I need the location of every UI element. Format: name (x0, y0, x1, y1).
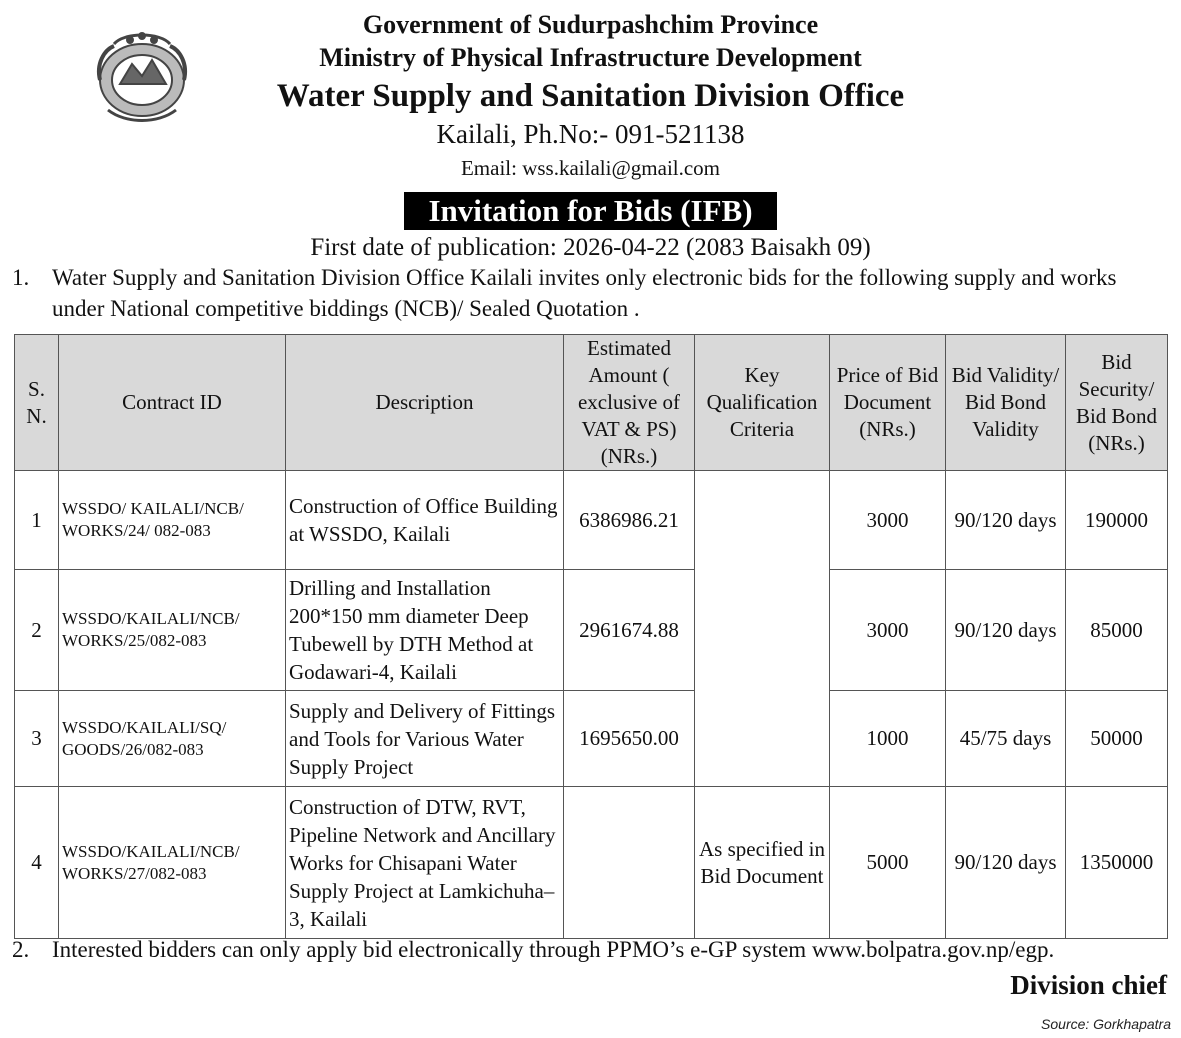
ministry-title: Ministry of Physical Infrastructure Development (319, 43, 862, 72)
table-row (15, 471, 1168, 570)
header-validity: Bid Validity/ Bid Bond Validity (946, 335, 1066, 471)
header-contract-id: Contract ID (59, 335, 286, 471)
row-validity: 45/75 days (946, 691, 1066, 787)
header-description: Description (286, 335, 564, 471)
table-row (15, 787, 1168, 939)
row-description: Construction of DTW, RVT, Pipeline Network and Ancillary Works for Chisapani Water Supply Project at Lamkichuha–3, Kailali (286, 787, 564, 939)
row-validity: 90/120 days (946, 570, 1066, 691)
row-contract-id: WSSDO/ KAILALI/NCB/ WORKS/24/ 082-083 (59, 471, 286, 570)
row-security: 50000 (1066, 691, 1168, 787)
paragraph-1-number: 1. (12, 265, 30, 290)
table-row (15, 570, 1168, 691)
email-line: Email: wss.kailali@gmail.com (460, 156, 721, 180)
paragraph-1 (12, 262, 1172, 324)
row-amount (564, 787, 695, 939)
row-description: Supply and Delivery of Fittings and Tools for Various Water Supply Project (286, 691, 564, 787)
publication-date: First date of publication: 2026-04-22 (2083 Baisakh 09) (310, 234, 871, 261)
header-price: Price of Bid Document (NRs.) (830, 335, 946, 471)
row-description: Drilling and Installation 200*150 mm diameter Deep Tubewell by DTH Method at Godawari-4, Kailali (286, 570, 564, 691)
bids-table (14, 334, 1168, 939)
paragraph-2 (12, 934, 1177, 965)
row-amount: 2961674.88 (564, 570, 695, 691)
row-contract-id: WSSDO/KAILALI/NCB/ WORKS/25/082-083 (59, 570, 286, 691)
row-price: 1000 (830, 691, 946, 787)
paragraph-2-text: Interested bidders can only apply bid electronically through PPMO’s e-GP system www.bolpatra.gov.np/egp. (52, 937, 1055, 962)
header-security: Bid Security/ Bid Bond (NRs.) (1066, 335, 1168, 471)
header-sn: S. N. (15, 335, 59, 471)
row-security: 1350000 (1066, 787, 1168, 939)
row-contract-id: WSSDO/KAILALI/NCB/ WORKS/27/082-083 (59, 787, 286, 939)
row-amount: 1695650.00 (564, 691, 695, 787)
notice-title: Invitation for Bids (IFB) (404, 192, 776, 230)
row-price: 5000 (830, 787, 946, 939)
row-sn: 3 (15, 691, 59, 787)
source-credit: Source: Gorkhapatra (1041, 1016, 1171, 1032)
row-price: 3000 (830, 471, 946, 570)
row-description: Construction of Office Building at WSSDO, Kailali (286, 471, 564, 570)
signature: Division chief (1010, 970, 1167, 1000)
paragraph-2-number: 2. (12, 937, 30, 962)
row-amount: 6386986.21 (564, 471, 695, 570)
notice-title-wrap (0, 192, 1181, 230)
row-contract-id: WSSDO/KAILALI/SQ/ GOODS/26/082-083 (59, 691, 286, 787)
phone-line: Kailali, Ph.No:- 091-521138 (436, 119, 745, 149)
office-title: Water Supply and Sanitation Division Office (276, 78, 905, 114)
row-key-qualification: As specified in Bid Document (695, 787, 830, 939)
row-sn: 4 (15, 787, 59, 939)
row-price: 3000 (830, 570, 946, 691)
row-security: 85000 (1066, 570, 1168, 691)
row-key-qualification-merged (695, 471, 830, 787)
header-key-qualification: Key Qualification Criteria (695, 335, 830, 471)
table-header-row (15, 335, 1168, 471)
row-validity: 90/120 days (946, 787, 1066, 939)
row-security: 190000 (1066, 471, 1168, 570)
row-validity: 90/120 days (946, 471, 1066, 570)
government-title: Government of Sudurpashchim Province (362, 10, 819, 39)
row-sn: 2 (15, 570, 59, 691)
header-estimated-amount: Estimated Amount ( exclusive of VAT & PS) (NRs.) (564, 335, 695, 471)
header (0, 8, 1181, 184)
table-row (15, 691, 1168, 787)
row-sn: 1 (15, 471, 59, 570)
paragraph-1-text: Water Supply and Sanitation Division Office Kailali invites only electronic bids for the following supply and works under National competitive biddings (NCB)/ Sealed Quotation . (52, 265, 1117, 321)
